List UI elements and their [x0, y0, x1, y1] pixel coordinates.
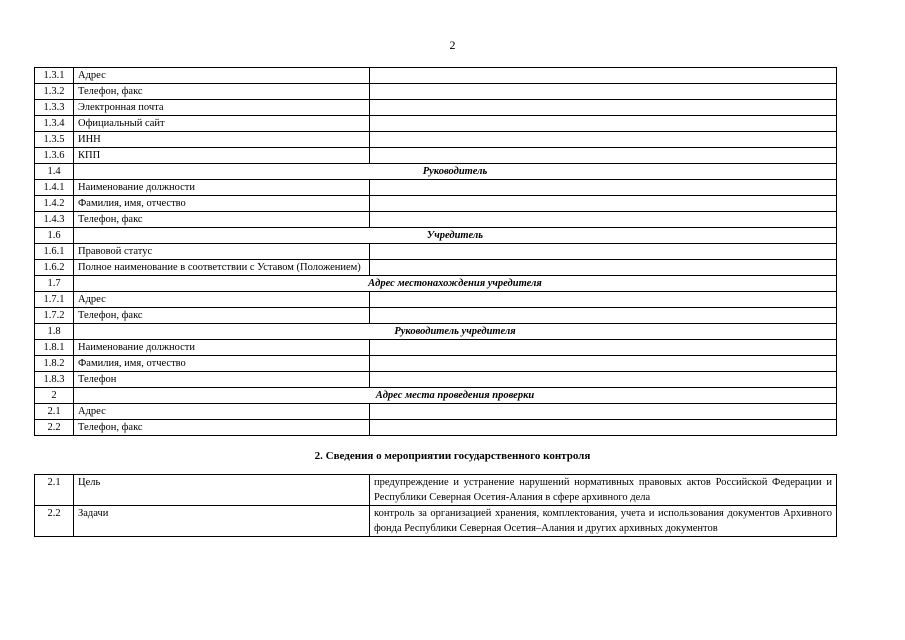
row-number: 1.4.1	[35, 180, 74, 196]
row-number: 1.3.2	[35, 84, 74, 100]
row-number: 1.3.4	[35, 116, 74, 132]
row-number: 2.2	[35, 506, 74, 537]
row-number: 1.8	[35, 324, 74, 340]
table-row	[35, 228, 837, 244]
field-value	[370, 116, 837, 132]
table-row	[35, 388, 837, 404]
field-value	[370, 132, 837, 148]
table-row	[35, 132, 837, 148]
table-row	[35, 404, 837, 420]
field-label: Задачи	[74, 506, 370, 537]
field-value	[370, 212, 837, 228]
row-number: 1.8.1	[35, 340, 74, 356]
field-label: Наименование должности	[74, 180, 370, 196]
row-number: 2.1	[35, 404, 74, 420]
field-value	[370, 372, 837, 388]
row-number: 2	[35, 388, 74, 404]
section-header: Адрес места проведения проверки	[74, 388, 837, 404]
row-number: 1.4.3	[35, 212, 74, 228]
table-row	[35, 164, 837, 180]
section-header: Учредитель	[74, 228, 837, 244]
field-value	[370, 244, 837, 260]
row-number: 1.3.1	[35, 68, 74, 84]
field-label: Наименование должности	[74, 340, 370, 356]
section2-title: 2. Сведения о мероприятии государственного контроля	[314, 450, 591, 462]
row-number: 1.8.3	[35, 372, 74, 388]
table-row	[35, 340, 837, 356]
field-value	[370, 292, 837, 308]
field-label: Фамилия, имя, отчество	[74, 356, 370, 372]
section-header: Адрес местонахождения учредителя	[74, 276, 837, 292]
field-label: Адрес	[74, 292, 370, 308]
row-number: 1.3.6	[35, 148, 74, 164]
table-row	[35, 244, 837, 260]
field-label: Цель	[74, 475, 370, 506]
field-label: Телефон, факс	[74, 212, 370, 228]
table-row	[35, 196, 837, 212]
field-value	[370, 340, 837, 356]
field-value	[370, 196, 837, 212]
field-value: контроль за организацией хранения, комплектования, учета и использования документов Архивного фонда Республики Северная Осетия–Алания и других архивных документов	[370, 506, 837, 537]
row-number: 1.3.5	[35, 132, 74, 148]
table-row	[35, 506, 837, 537]
field-value	[370, 356, 837, 372]
field-value	[370, 308, 837, 324]
table-row	[35, 260, 837, 276]
page-number: 2	[449, 38, 456, 52]
field-label: Телефон, факс	[74, 420, 370, 436]
field-value	[370, 100, 837, 116]
field-label: КПП	[74, 148, 370, 164]
row-number: 1.7.2	[35, 308, 74, 324]
field-label: Телефон, факс	[74, 308, 370, 324]
row-number: 1.6	[35, 228, 74, 244]
row-number: 1.4	[35, 164, 74, 180]
table-row	[35, 180, 837, 196]
field-label: Полное наименование в соответствии с Уставом (Положением)	[74, 260, 370, 276]
field-value	[370, 180, 837, 196]
table-row	[35, 68, 837, 84]
field-label: Правовой статус	[74, 244, 370, 260]
row-number: 1.7	[35, 276, 74, 292]
row-number: 1.7.1	[35, 292, 74, 308]
organization-details-table	[34, 67, 837, 436]
table-row	[35, 116, 837, 132]
field-label: Электронная почта	[74, 100, 370, 116]
field-value	[370, 68, 837, 84]
row-number: 1.6.1	[35, 244, 74, 260]
field-value	[370, 260, 837, 276]
field-label: Телефон, факс	[74, 84, 370, 100]
row-number: 1.6.2	[35, 260, 74, 276]
field-label: Официальный сайт	[74, 116, 370, 132]
table-row	[35, 84, 837, 100]
field-label: Фамилия, имя, отчество	[74, 196, 370, 212]
row-number: 2.2	[35, 420, 74, 436]
table-row	[35, 420, 837, 436]
table-row	[35, 308, 837, 324]
field-label: Телефон	[74, 372, 370, 388]
field-value	[370, 148, 837, 164]
section-header: Руководитель	[74, 164, 837, 180]
section-header: Руководитель учредителя	[74, 324, 837, 340]
field-label: Адрес	[74, 404, 370, 420]
table-row	[35, 372, 837, 388]
row-number: 1.3.3	[35, 100, 74, 116]
field-value: предупреждение и устранение нарушений нормативных правовых актов Российской Федерации и Республики Северная Осетия-Алания в сфере архивного дела	[370, 475, 837, 506]
field-label: ИНН	[74, 132, 370, 148]
field-value	[370, 404, 837, 420]
field-label: Адрес	[74, 68, 370, 84]
field-value	[370, 84, 837, 100]
table-row	[35, 475, 837, 506]
field-value	[370, 420, 837, 436]
control-measure-table	[34, 474, 837, 537]
table-row	[35, 276, 837, 292]
row-number: 1.4.2	[35, 196, 74, 212]
table-row	[35, 100, 837, 116]
table-row	[35, 356, 837, 372]
table-row	[35, 212, 837, 228]
row-number: 1.8.2	[35, 356, 74, 372]
row-number: 2.1	[35, 475, 74, 506]
table-row	[35, 292, 837, 308]
table-row	[35, 324, 837, 340]
table-row	[35, 148, 837, 164]
